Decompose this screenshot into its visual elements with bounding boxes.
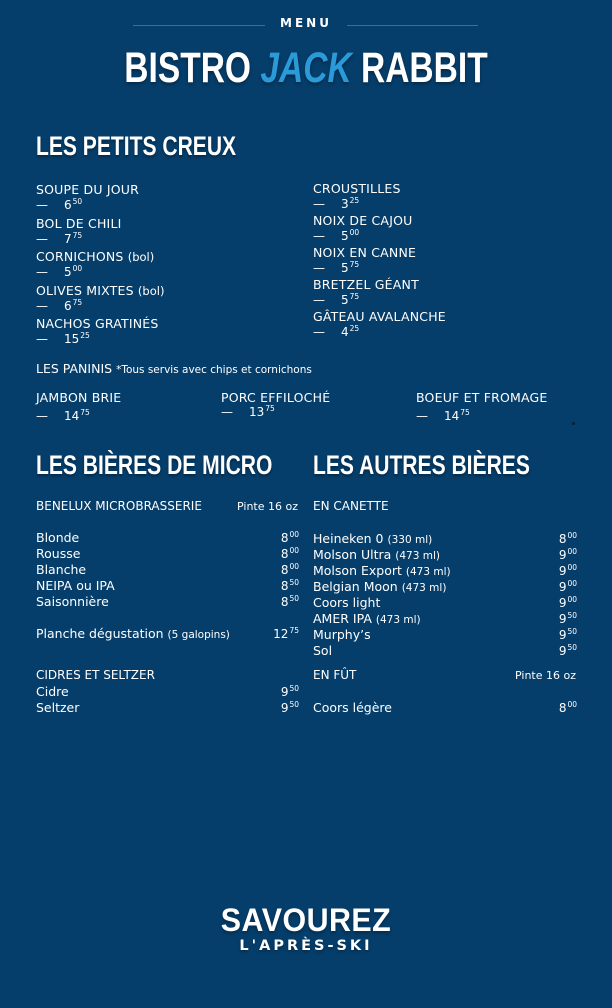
item-label: BOL DE CHILI: [36, 215, 122, 231]
beer-name: [313, 700, 392, 715]
beer-row: [313, 531, 577, 547]
price-main: 9: [558, 564, 567, 578]
beer-label: Blonde: [36, 530, 80, 545]
price-dash: —: [313, 293, 325, 307]
beer-name: [36, 594, 109, 609]
price-main: 8: [558, 532, 567, 546]
canette-title: EN CANETTE: [313, 499, 389, 513]
beer-label: Molson Export: [313, 563, 402, 578]
price-main: 4: [341, 325, 349, 339]
item-label: CROUSTILLES: [313, 181, 401, 196]
beer-name: [313, 547, 440, 562]
price-main: 8: [280, 547, 289, 561]
beer-label: Seltzer: [36, 700, 80, 715]
price-dash: —: [36, 231, 48, 246]
price-cents: 25: [80, 331, 90, 340]
beer-label: NEIPA ou IPA: [36, 578, 115, 593]
price-main: 6: [64, 298, 72, 313]
price-dash: —: [36, 409, 48, 423]
price-cents: 00: [567, 563, 577, 572]
price-cents: 75: [80, 408, 90, 417]
price-main: 9: [558, 548, 567, 562]
paninis-note: *Tous servis avec chips et cornichons: [116, 364, 312, 376]
beer-name: [313, 627, 371, 642]
beer-price: [559, 547, 577, 562]
price-main: 9: [280, 685, 289, 699]
panini-price: [36, 408, 90, 423]
beer-label: Heineken 0: [313, 531, 384, 546]
price-cents: 00: [567, 700, 577, 709]
price-cents: 50: [289, 684, 299, 693]
beer-row: [36, 684, 299, 700]
beer-name: [313, 579, 446, 594]
beer-name: [36, 530, 79, 545]
price-cents: 00: [289, 546, 299, 555]
panini-name: JAMBON BRIE: [36, 390, 122, 405]
price-cents: 75: [265, 404, 275, 413]
item-label: OLIVES MIXTES: [36, 282, 134, 298]
beer-price: [559, 611, 577, 626]
item-note: (bol): [137, 283, 165, 298]
beer-label: AMER IPA: [313, 611, 372, 626]
planche-price: $12^{75}$: [273, 626, 299, 641]
beer-row: [36, 594, 299, 610]
beer-row: [313, 627, 577, 643]
price-main: 8: [558, 701, 567, 715]
panini-price: [416, 408, 470, 423]
petits-creux-title: LES PETITS CREUX: [36, 131, 237, 161]
price-cents: 75: [460, 408, 470, 417]
price-cents: 25: [349, 196, 360, 205]
beer-price: [281, 530, 299, 545]
menu-item-price: [313, 196, 359, 211]
beer-name: [313, 563, 451, 578]
beer-price: [281, 546, 299, 561]
beer-price: [559, 627, 577, 642]
price-dash: —: [416, 409, 428, 423]
item-label: CORNICHONS: [36, 249, 124, 264]
beer-volume: (473 ml): [375, 614, 421, 626]
beer-name: [36, 684, 69, 699]
price-cents: 25: [349, 324, 360, 333]
price-cents: 50: [567, 643, 577, 652]
price-main: 8: [280, 563, 289, 577]
price-main: 13: [249, 405, 265, 419]
beer-name: [36, 578, 115, 593]
menu-item-name: [36, 249, 154, 264]
planche-name: Planche dégustation (5 galopins): [36, 626, 230, 641]
price-main: 15: [64, 332, 80, 346]
planche-row: [36, 626, 299, 642]
beer-row: [313, 595, 577, 611]
beer-price: [281, 684, 299, 699]
beer-row: [313, 547, 577, 563]
menu-item-price: [313, 228, 359, 243]
beer-price: [559, 531, 577, 546]
price-main: 8: [280, 531, 289, 545]
price-dash: —: [36, 198, 48, 212]
beer-label: Coors light: [313, 595, 381, 610]
beer-label: Rousse: [36, 546, 81, 561]
restaurant-title: [67, 44, 544, 93]
price-main: 9: [558, 644, 567, 658]
price-cents: 50: [289, 594, 299, 603]
beer-label: Saisonnière: [36, 594, 109, 609]
beer-name: [36, 562, 86, 577]
price-main: 9: [280, 701, 289, 715]
price-main: 5: [64, 265, 72, 279]
price-cents: 75: [72, 297, 83, 307]
beer-name: [313, 643, 332, 658]
price-cents: 00: [289, 530, 299, 539]
beer-volume: (473 ml): [401, 582, 447, 594]
panini-name: PORC EFFILOCHÉ: [221, 390, 331, 405]
price-dash: —: [313, 261, 325, 275]
beer-row: [313, 611, 577, 627]
beer-volume: (473 ml): [395, 550, 440, 562]
beer-label: Sol: [313, 643, 333, 658]
stray-dot: [572, 422, 575, 425]
panini-name: BOEUF ET FROMAGE: [416, 390, 548, 405]
beer-price: [559, 579, 577, 594]
menu-item-name: [313, 309, 446, 324]
beer-row: [36, 578, 299, 594]
beer-price: [559, 700, 577, 715]
title-bistro: BISTRO: [124, 44, 252, 92]
item-label: GÂTEAU AVALANCHE: [313, 309, 446, 324]
beer-row: [313, 563, 577, 579]
price-cents: 75: [349, 260, 360, 269]
title-jack: JACK: [260, 44, 352, 92]
price-cents: 00: [72, 264, 83, 273]
price-main: 5: [341, 261, 349, 275]
fut-pinte-size: Pinte 16 oz: [515, 669, 576, 682]
price-cents: 50: [567, 611, 577, 620]
price-cents: 50: [289, 578, 299, 587]
menu-item-name: [36, 283, 164, 298]
price-main: 5: [341, 293, 349, 307]
price-main: 8: [280, 595, 289, 609]
title-rabbit: RABBIT: [360, 44, 488, 92]
panini-price: [221, 404, 275, 419]
beer-volume: (330 ml): [387, 534, 433, 546]
footer-apres-ski: L'APRÈS-SKI: [239, 938, 373, 954]
menu-item-price: [36, 331, 90, 346]
price-dash: —: [313, 197, 325, 211]
menu-item-name: [36, 182, 139, 197]
price-dash: —: [313, 325, 325, 339]
price-dash: —: [313, 229, 325, 243]
price-dash: —: [36, 265, 48, 279]
beer-label: Coors légère: [313, 700, 392, 715]
price-cents: 00: [567, 579, 577, 588]
paninis-label: [36, 361, 312, 376]
brewery-name: BENELUX MICROBRASSERIE: [36, 499, 202, 513]
beer-price: [559, 595, 577, 610]
beer-row: [313, 700, 577, 716]
beer-price: [281, 594, 299, 609]
beer-label: Molson Ultra: [313, 547, 392, 562]
beer-price: [281, 562, 299, 577]
price-main: 5: [341, 229, 349, 243]
beer-price: [281, 578, 299, 593]
beer-row: [36, 546, 299, 562]
beer-label: Murphy’s: [313, 627, 371, 642]
menu-item-price: [313, 260, 359, 275]
price-dash: —: [221, 405, 233, 419]
menu-item-price: [36, 231, 82, 246]
price-main: 14: [444, 409, 460, 423]
beer-row: [313, 643, 577, 659]
item-label: NOIX DE CAJOU: [313, 213, 413, 228]
fut-title: EN FÛT: [313, 668, 357, 682]
item-label: NOIX EN CANNE: [313, 245, 417, 260]
paninis-title: LES PANINIS: [36, 361, 113, 376]
price-main: 9: [558, 580, 567, 594]
beer-price: [559, 563, 577, 578]
beer-name: [313, 595, 380, 610]
footer-savourez: SAVOUREZ: [220, 902, 392, 938]
price-cents: 00: [289, 562, 299, 571]
menu-item-price: [313, 292, 359, 307]
beer-label: Cidre: [36, 684, 69, 699]
beer-row: [36, 562, 299, 578]
cidres-title: CIDRES ET SELTZER: [36, 668, 155, 682]
micro-title: LES BIÈRES DE MICRO: [36, 450, 273, 480]
menu-item-name: [313, 213, 412, 228]
beer-name: [313, 531, 432, 546]
price-cents: 75: [72, 230, 83, 240]
menu-item-name: [313, 245, 416, 260]
menu-item-name: [313, 277, 419, 292]
beer-row: [313, 579, 577, 595]
beer-name: [36, 546, 80, 561]
price-cents: 50: [567, 627, 577, 636]
price-cents: 00: [567, 531, 577, 540]
price-main: 9: [558, 612, 567, 626]
item-note: (bol): [127, 250, 155, 264]
beer-label: Belgian Moon: [313, 579, 398, 594]
beer-name: [36, 700, 79, 715]
beer-price: [281, 700, 299, 715]
menu-item-name: [36, 316, 159, 331]
menu-item-price: [36, 197, 82, 212]
beer-row: [36, 700, 299, 716]
item-label: SOUPE DU JOUR: [36, 182, 140, 197]
price-cents: 50: [289, 700, 299, 709]
beer-name: [313, 611, 421, 626]
beer-row: [36, 530, 299, 546]
micro-pinte-size: Pinte 16 oz: [237, 500, 298, 513]
menu-item-name: [313, 181, 401, 196]
price-main: 9: [558, 596, 567, 610]
beer-price: [559, 643, 577, 658]
price-dash: —: [36, 332, 48, 346]
menu-label: MENU: [280, 16, 332, 30]
menu-item-price: [313, 324, 359, 339]
price-main: 3: [341, 197, 349, 211]
menu-item-name: [36, 216, 122, 231]
price-cents: 00: [567, 595, 577, 604]
price-main: 6: [64, 198, 72, 212]
menu-item-price: [36, 264, 82, 279]
price-cents: 50: [72, 197, 83, 206]
item-label: BRETZEL GÉANT: [313, 277, 419, 292]
price-cents: 75: [349, 292, 360, 301]
price-main: 9: [558, 628, 567, 642]
price-cents: 00: [567, 547, 577, 556]
price-main: 14: [64, 409, 80, 423]
price-main: 7: [64, 231, 72, 246]
price-cents: 00: [349, 228, 360, 237]
beer-volume: (473 ml): [405, 566, 451, 578]
price-dash: —: [36, 298, 48, 313]
price-main: 8: [280, 579, 289, 593]
item-label: NACHOS GRATINÉS: [36, 316, 159, 331]
autres-title: LES AUTRES BIÈRES: [313, 450, 530, 480]
beer-label: Blanche: [36, 562, 87, 577]
menu-item-price: [36, 298, 82, 313]
